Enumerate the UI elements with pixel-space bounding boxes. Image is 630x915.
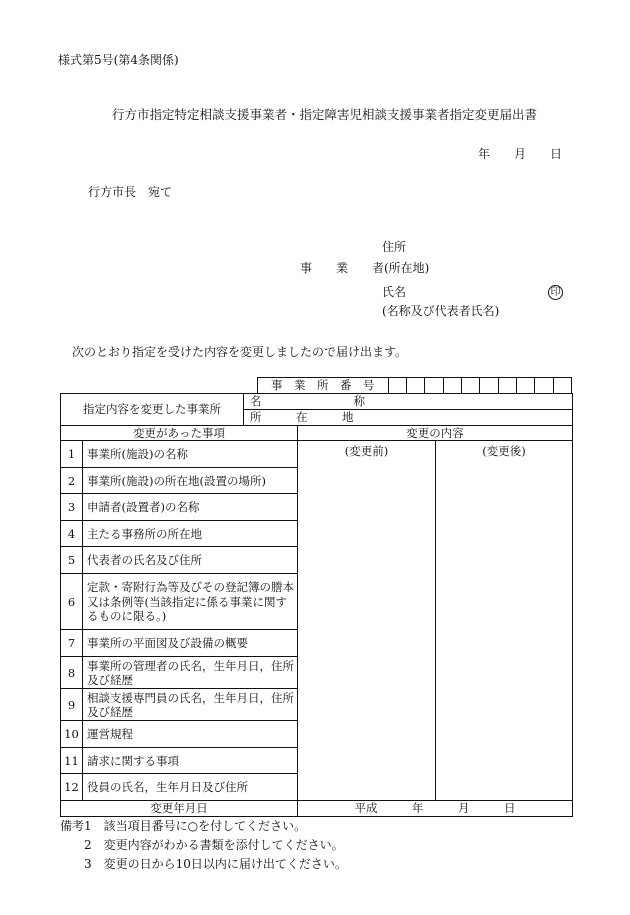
office-number-box[interactable] [406,378,424,394]
office-number-box[interactable] [535,378,553,394]
intro-text: 次のとおり指定を受けた内容を変更しましたので届け出ます。 [72,345,408,359]
item-number[interactable]: 5 [61,547,83,574]
note-3: 3 変更の日から10日以内に届け出てください。 [84,857,347,871]
office-number-box[interactable] [443,378,461,394]
office-number-box[interactable] [461,378,479,394]
office-section-label: 指定内容を変更した事業所 [61,394,244,426]
content-header: 変更の内容 [298,426,573,441]
item-label: 請求に関する事項 [83,748,298,774]
item-number[interactable]: 6 [61,574,83,630]
office-name-field[interactable] [244,394,573,410]
item-number[interactable]: 9 [61,689,83,721]
note-1: 備考1 該当項目番号に○を付してください。 [60,819,307,833]
item-number[interactable]: 1 [61,441,83,468]
item-label: 申請者(設置者)の名称 [83,494,298,521]
item-label: 事業所(施設)の名称 [83,441,298,468]
item-label: 事業所(施設)の所在地(設置の場所) [83,468,298,494]
office-number-box[interactable] [553,378,571,394]
address-label: 住所 [382,240,407,254]
office-number-box[interactable] [480,378,498,394]
changes-table [60,425,573,817]
item-number[interactable]: 11 [61,748,83,774]
item-label: 役員の氏名，生年月日及び住所 [83,774,298,801]
change-date-field[interactable]: 平成 年 月 日 [298,801,573,816]
office-number-box[interactable] [388,378,406,394]
item-label: 相談支援専門員の氏名，生年月日，住所及び経歴 [83,689,298,721]
date-line: 年 月 日 [478,147,563,161]
note-2: 2 変更内容がわかる書類を添付してください。 [84,838,344,852]
item-number[interactable]: 3 [61,494,83,521]
item-number[interactable]: 8 [61,657,83,689]
office-name-table [60,393,573,426]
before-column[interactable] [298,441,436,801]
office-name-label: 名 称 [250,394,365,409]
before-header: (変更前) [344,444,389,459]
office-number-box[interactable] [498,378,516,394]
change-date-label: 変更年月日 [61,801,298,816]
office-address-field[interactable] [244,410,573,426]
item-label: 事業所の管理者の氏名，生年月日，住所及び経歴 [83,657,298,689]
item-label: 運営規程 [83,721,298,748]
form-number: 様式第5号(第4条関係) [58,53,179,67]
after-column[interactable] [436,441,573,801]
office-number-box[interactable] [516,378,534,394]
item-label: 主たる事務所の所在地 [83,521,298,547]
item-label: 代表者の氏名及び住所 [83,547,298,574]
name-note: (名称及び代表者氏名) [382,304,500,318]
office-number-label: 事 業 所 番 号 [257,378,388,394]
name-label: 氏名 [382,285,407,299]
after-header: (変更後) [482,444,526,459]
item-number[interactable]: 7 [61,630,83,657]
item-label: 定款・寄附行為等及びその登記簿の謄本又は条例等(当該指定に係る事業に関するものに限る。) [83,574,298,630]
office-address-label: 所 在 地 [250,410,354,425]
applicant-role-label: 事 業 者(所在地) [300,261,430,275]
office-table [60,377,572,394]
item-number[interactable]: 10 [61,721,83,748]
item-number[interactable]: 4 [61,521,83,547]
item-number[interactable]: 12 [61,774,83,801]
seal-mark: 印 [548,285,563,300]
item-label: 事業所の平面図及び設備の概要 [83,630,298,657]
addressee: 行方市長 宛て [88,185,173,199]
office-number-box[interactable] [425,378,443,394]
changed-item-header: 変更があった事項 [61,426,298,441]
item-number[interactable]: 2 [61,468,83,494]
page-title: 行方市指定特定相談支援事業者・指定障害児相談支援事業者指定変更届出書 [112,107,538,122]
